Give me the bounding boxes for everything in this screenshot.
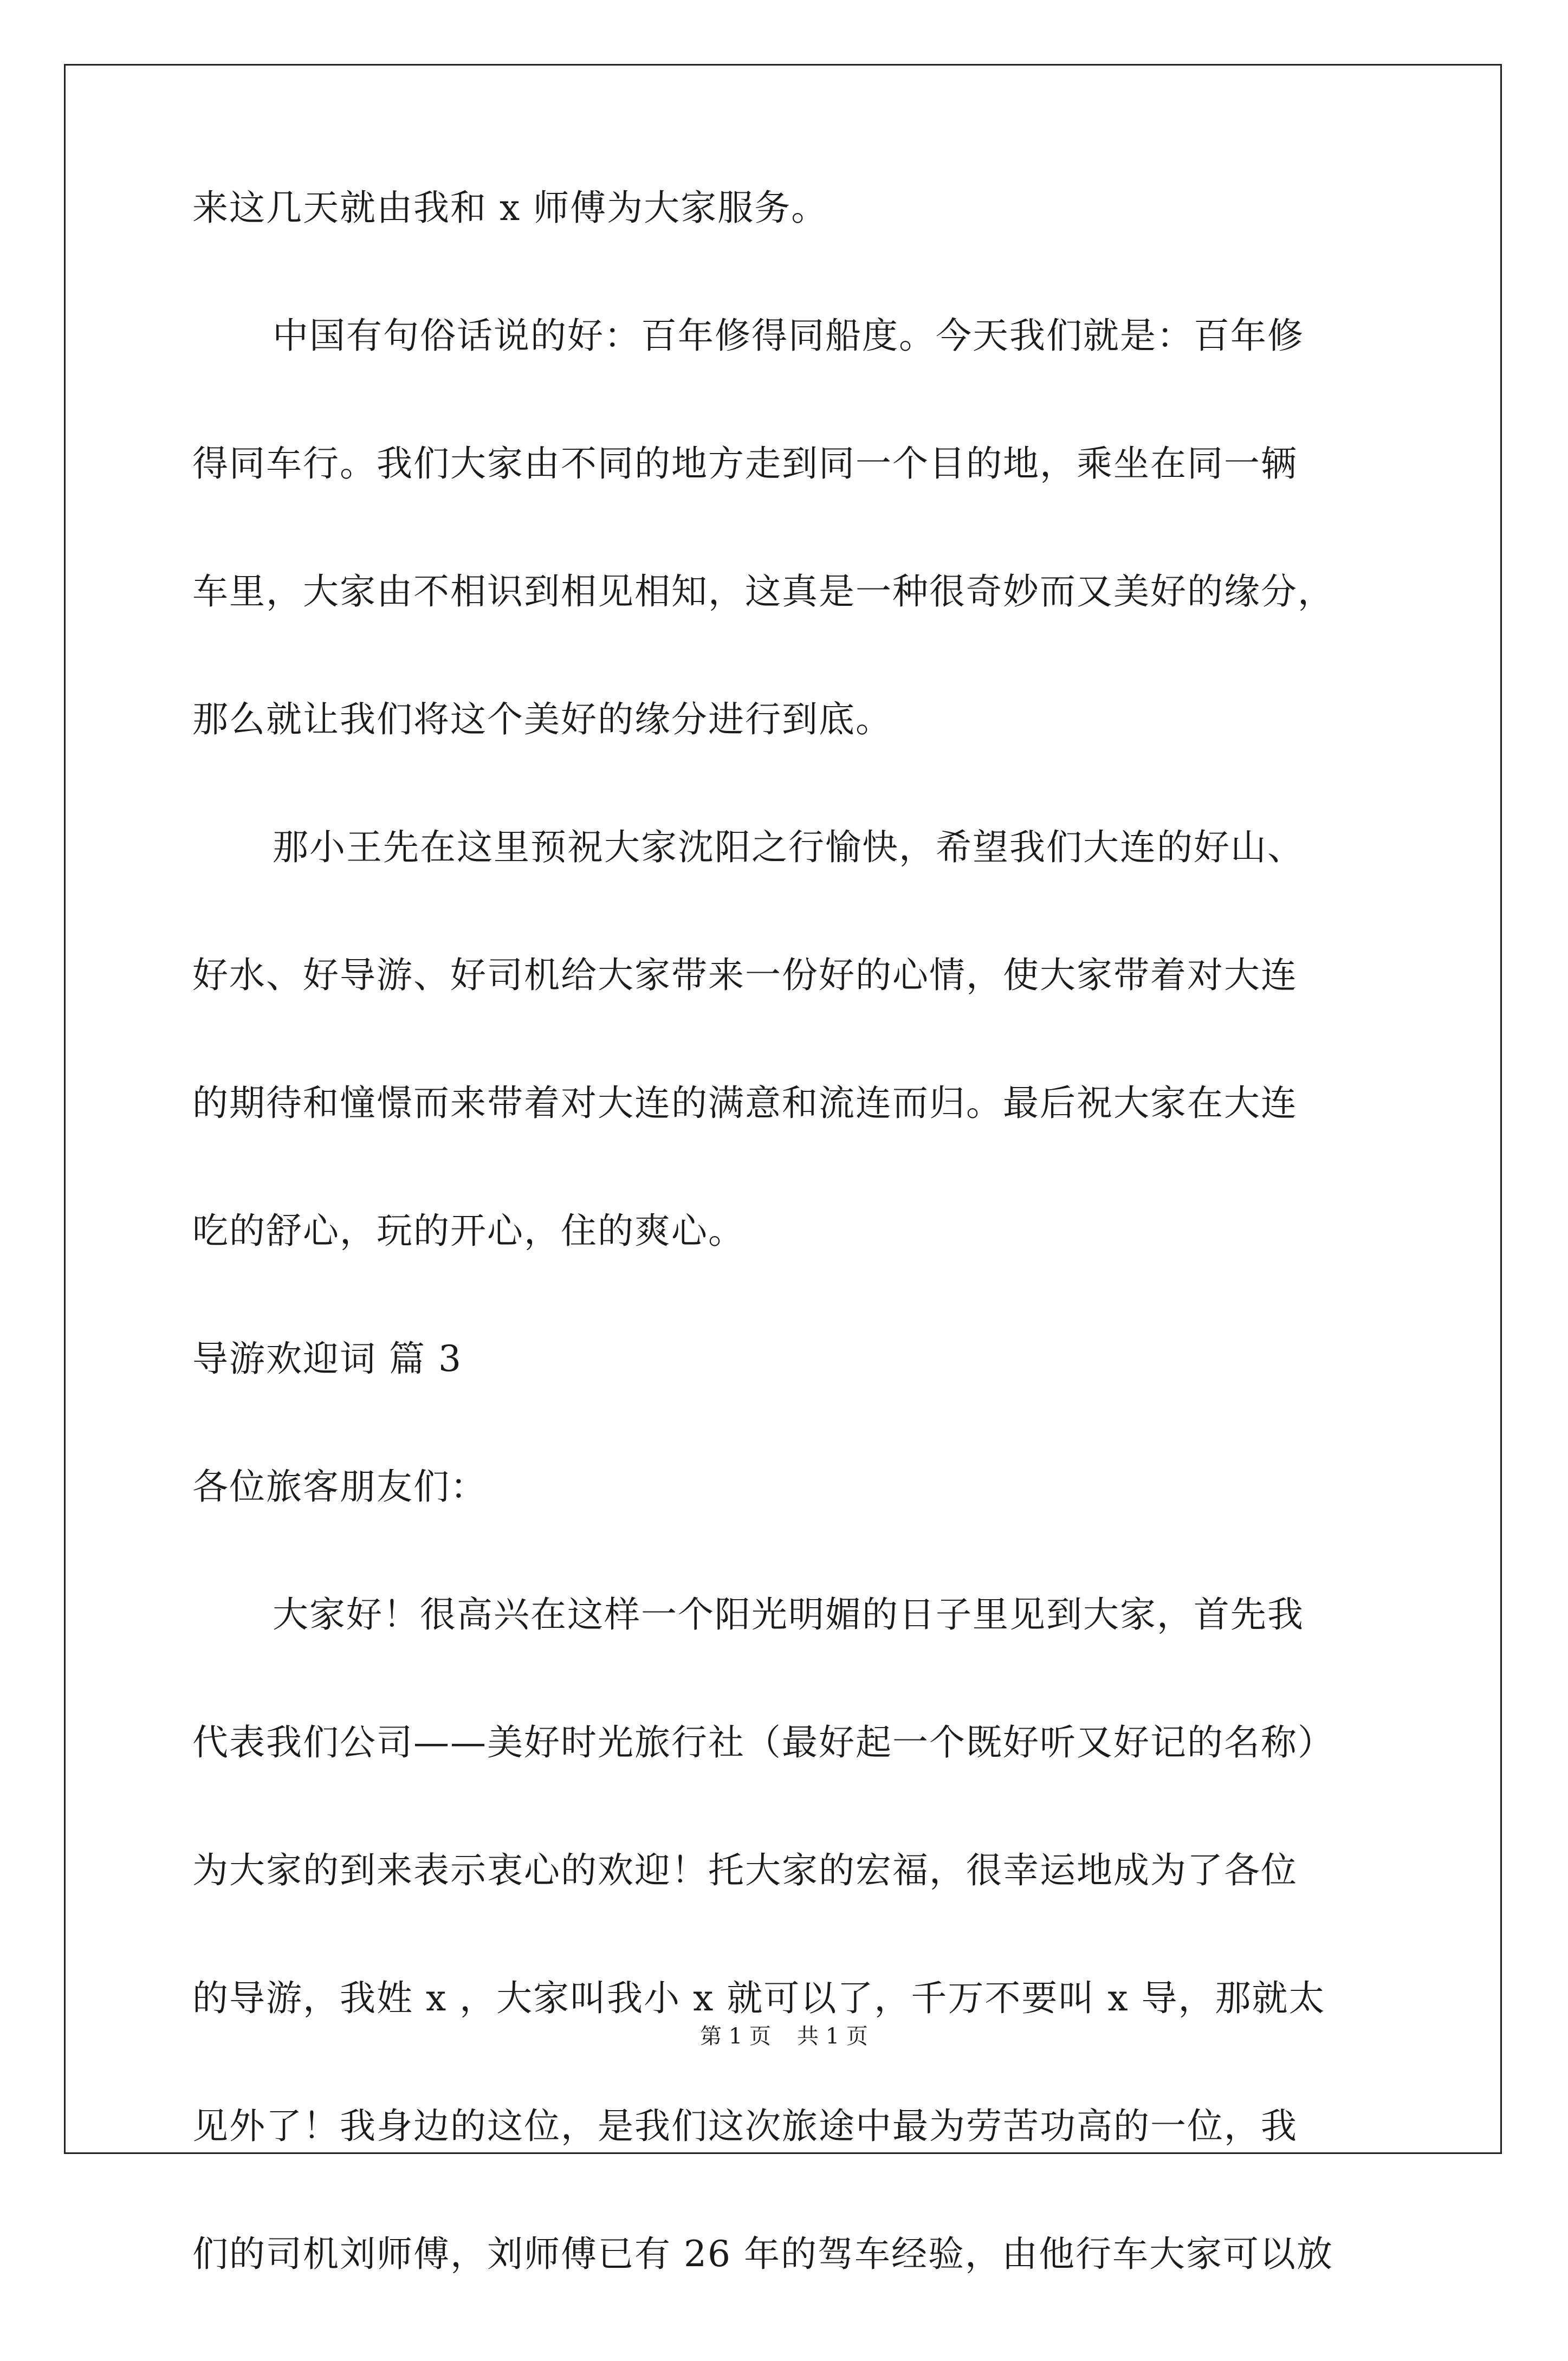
- text-line-16: 见外了！我身边的这位，是我们这次旅途中最为劳苦功高的一位，我: [192, 2105, 1298, 2147]
- text-line-12: 大家好！很高兴在这样一个阳光明媚的日子里见到大家，首先我: [273, 1594, 1304, 1635]
- page-total: 共 1 页: [797, 2024, 868, 2049]
- text-line-5: 那么就让我们将这个美好的缘分进行到底。: [192, 698, 892, 740]
- text-line-1: 来这几天就由我和 x 师傅为大家服务。: [192, 187, 828, 229]
- text-line-6: 那小王先在这里预祝大家沈阳之行愉快，希望我们大连的好山、: [273, 826, 1304, 868]
- text-line-14: 为大家的到来表示衷心的欢迎！托大家的宏福，很幸运地成为了各位: [192, 1849, 1298, 1891]
- text-line-17: 们的司机刘师傅，刘师傅已有 26 年的驾车经验，由他行车大家可以放: [192, 2233, 1333, 2275]
- page-number: 第 1 页: [700, 2024, 771, 2049]
- text-line-8: 的期待和憧憬而来带着对大连的满意和流连而归。最后祝大家在大连: [192, 1082, 1298, 1124]
- text-line-7: 好水、好导游、好司机给大家带来一份好的心情，使大家带着对大连: [192, 954, 1298, 996]
- page-footer: [0, 2023, 1568, 2050]
- text-line-9: 吃的舒心，玩的开心，住的爽心。: [192, 1210, 745, 1252]
- text-line-15: 的导游，我姓 x ，大家叫我小 x 就可以了，千万不要叫 x 导，那就太: [192, 1977, 1326, 2019]
- text-line-3: 得同车行。我们大家由不同的地方走到同一个目的地，乘坐在同一辆: [192, 443, 1298, 484]
- section-heading: 导游欢迎词 篇 3: [192, 1338, 462, 1380]
- text-line-13: 代表我们公司——美好时光旅行社（最好起一个既好听又好记的名称）: [192, 1722, 1334, 1763]
- salutation: 各位旅客朋友们：: [192, 1466, 487, 1508]
- text-line-2: 中国有句俗话说的好：百年修得同船度。今天我们就是：百年修: [273, 315, 1304, 357]
- text-line-4: 车里，大家由不相识到相见相知，这真是一种很奇妙而又美好的缘分，: [192, 571, 1334, 612]
